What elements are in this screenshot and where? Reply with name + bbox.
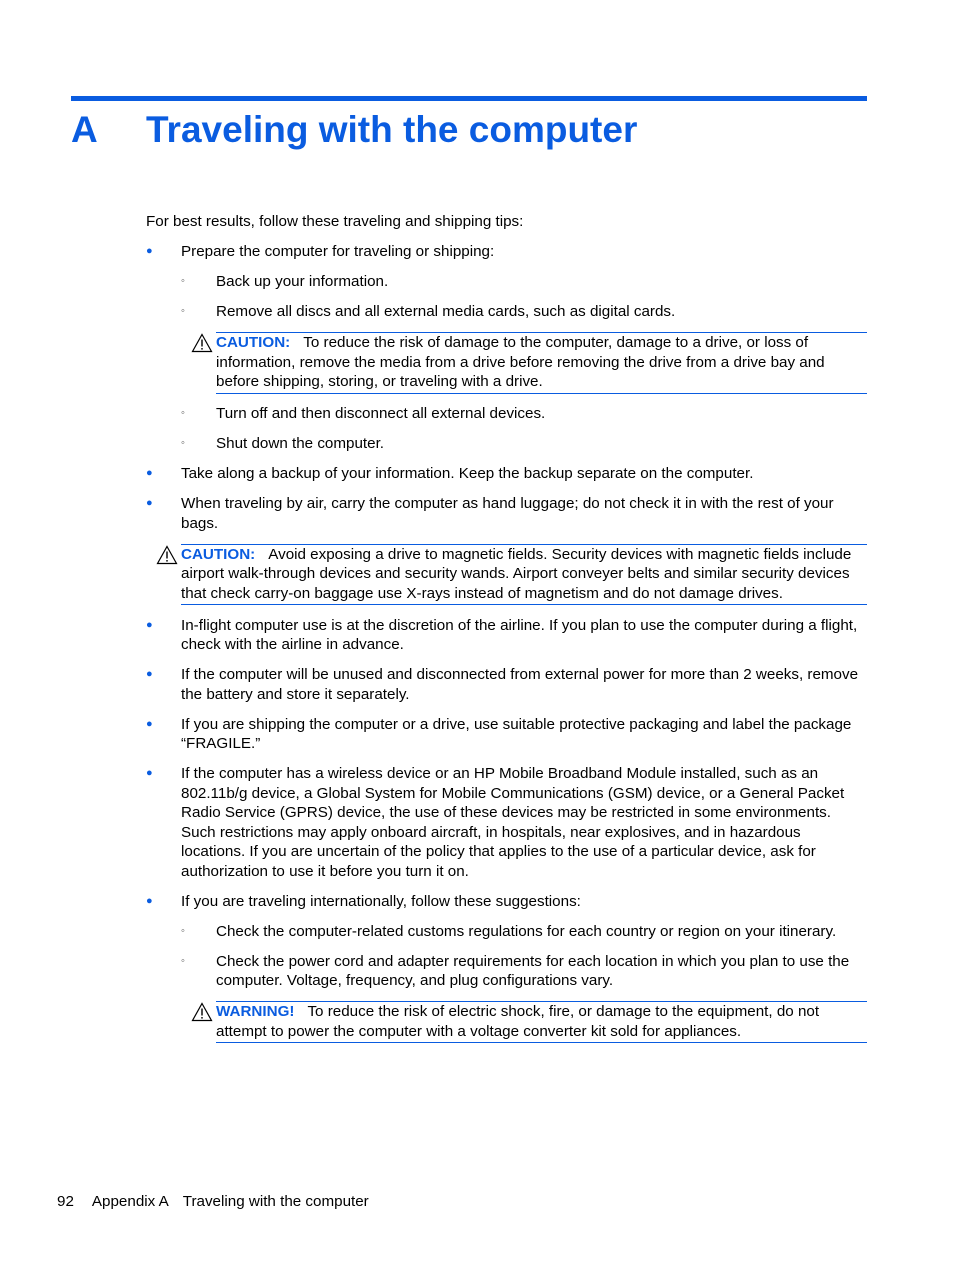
sub-list-item — [181, 272, 867, 292]
page-footer — [57, 1192, 369, 1212]
list-item — [146, 892, 867, 991]
bullet-icon: ● — [146, 767, 153, 779]
sub-list-item-text: Remove all discs and all external media cards, such as digital cards. — [216, 303, 676, 320]
list-item-text: In-flight computer use is at the discretion of the airline. If you plan to use the computer during a flight, check with the airline in advance. — [181, 616, 858, 653]
bullet-icon: ● — [146, 618, 153, 631]
intro-text: For best results, follow these traveling and shipping tips: — [146, 213, 524, 230]
warning-notice — [216, 1001, 867, 1043]
list-item — [146, 764, 867, 881]
list-item — [146, 715, 867, 754]
footer-title: Traveling with the computer — [182, 1193, 369, 1210]
sub-list-item — [181, 302, 867, 322]
chapter-top-rule — [71, 96, 867, 101]
footer-section: Appendix A — [91, 1193, 169, 1210]
sub-list-item — [181, 404, 867, 424]
bullet-icon: ● — [146, 467, 153, 479]
warning-triangle-icon — [191, 333, 213, 353]
tips-list-more — [146, 616, 867, 991]
sub-bullet-icon: ◦ — [181, 924, 185, 937]
list-item-text: If the computer has a wireless device or an HP Mobile Broadband Module installed, such as an 802.11b/g device, a Global System for Mobile Communications (GSM) device, or a General Packet Radio Service (GPRS) device, the use of these devices may be restricted in some environments. Such restrictions may apply onboard aircraft, in hospitals, near explosives, and in hazardous locations. If you are uncertain of the policy that applies to the use of a particular device, ask for authorization to use it before you turn it on. — [181, 765, 845, 880]
warning-text: To reduce the risk of electric shock, fire, or damage to the equipment, do not attempt to power the computer with a voltage converter kit sold for appliances. — [216, 1003, 820, 1040]
caution-notice-magnetic — [181, 544, 867, 606]
list-item — [146, 464, 867, 484]
list-item-text: If you are shipping the computer or a drive, use suitable protective packaging and label the package “FRAGILE.” — [181, 715, 852, 752]
sub-bullet-icon: ◦ — [181, 275, 185, 287]
sub-list-item-text: Turn off and then disconnect all external devices. — [216, 405, 546, 422]
warning-label: WARNING! — [216, 1003, 295, 1020]
list-item-text: When traveling by air, carry the computer as hand luggage; do not check it in with the rest of your bags. — [181, 495, 834, 532]
sub-bullet-icon: ◦ — [181, 407, 185, 419]
sub-list-item-text: Shut down the computer. — [216, 435, 385, 452]
list-item-text: Prepare the computer for traveling or shipping: — [181, 243, 495, 260]
caution-text: To reduce the risk of damage to the computer, damage to a drive, or loss of information, remove the media from a drive before removing the drive from a drive bay and before shipping, storing, or traveling with a drive. — [216, 334, 825, 390]
list-item — [146, 242, 867, 322]
sub-list — [181, 272, 867, 322]
list-item — [146, 665, 867, 704]
sub-bullet-icon: ◦ — [181, 305, 185, 317]
chapter-title: Traveling with the computer — [146, 109, 638, 150]
caution-text: Avoid exposing a drive to magnetic fields. Security devices with magnetic fields include airport walk-through devices and security wands. Airport conveyer belts and similar security devices that check carry-on baggage use X-rays instead of magnetism and do not damage drives. — [181, 545, 852, 602]
sub-list — [181, 404, 867, 454]
sub-list-item-text: Back up your information. — [216, 273, 389, 290]
caution-notice — [216, 332, 867, 394]
warning-triangle-icon — [156, 545, 178, 565]
list-item — [146, 616, 867, 655]
sub-bullet-icon: ◦ — [181, 437, 185, 449]
tips-list — [146, 242, 867, 322]
sub-bullet-icon: ◦ — [181, 954, 185, 967]
sub-list-item — [181, 922, 867, 942]
sub-list-item-text: Check the power cord and adapter requirements for each location in which you plan to use the computer. Voltage, frequency, and plug configurations vary. — [216, 952, 850, 989]
tips-list-continued — [146, 404, 867, 533]
list-item — [146, 404, 867, 454]
sub-list-item — [181, 434, 867, 454]
caution-label: CAUTION: — [216, 334, 291, 351]
list-item-text: If the computer will be unused and disconnected from external power for more than 2 weeks, remove the battery and store it separately. — [181, 666, 859, 703]
list-item — [146, 494, 867, 533]
bullet-icon: ● — [146, 668, 153, 680]
sub-list-item — [181, 952, 867, 991]
warning-triangle-icon — [191, 1002, 213, 1022]
page-number: 92 — [57, 1193, 74, 1210]
sub-list-item-text: Check the computer-related customs regulations for each country or region on your itinerary. — [216, 922, 837, 940]
page-content — [146, 212, 867, 1054]
bullet-icon: ● — [146, 894, 153, 907]
bullet-icon: ● — [146, 497, 153, 509]
list-item-text: If you are traveling internationally, follow these suggestions: — [181, 892, 581, 910]
caution-label: CAUTION: — [181, 545, 256, 563]
list-item-text: Take along a backup of your information. Keep the backup separate on the computer. — [181, 465, 754, 482]
sub-list — [181, 922, 867, 991]
chapter-letter: A — [71, 109, 98, 150]
bullet-icon: ● — [146, 717, 153, 730]
bullet-icon: ● — [146, 245, 153, 257]
